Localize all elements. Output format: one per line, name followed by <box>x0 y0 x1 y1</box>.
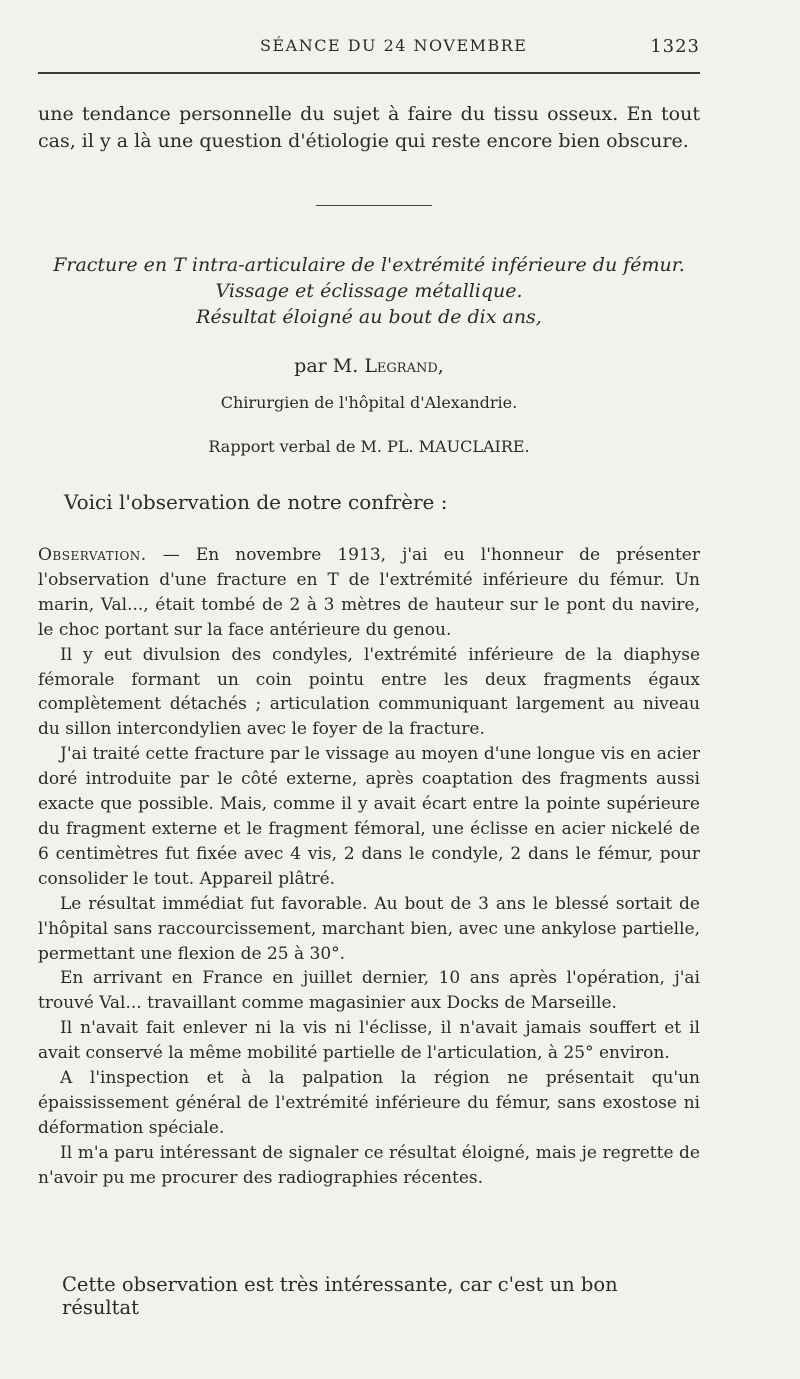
section-divider <box>316 205 432 206</box>
observation-paragraph: A l'inspection et à la palpation la région ne présentait qu'un épaississement général de l'extrémité inférieure du fémur, sans exostose ni déformation spéciale. <box>38 1068 700 1138</box>
running-head <box>38 36 700 60</box>
observation-paragraph: Il y eut divulsion des condyles, l'extrémité inférieure de la diaphyse fémorale formant un coin pointu entre les deux fragments égaux complètement détachés ; articulation communiquant largement au niveau du sillon intercondylien avec le foyer de la fracture. <box>38 644 700 740</box>
continuation-paragraph: une tendance personnelle du sujet à faire du tissu osseux. En tout cas, il y a là une question d'étiologie qui reste encore bien obscure. <box>38 103 700 152</box>
observation-paragraph: J'ai traité cette fracture par le vissage au moyen d'une longue vis en acier doré introduite par le côté externe, après coaptation des fragments aussi exacte que possible. Mais, comme il y avait écart entre la pointe supérieure du fragment externe et le fragment fémoral, une éclisse en acier nickelé de 6 centimètres fut fixée avec 4 vis, 2 dans le condyle, 2 dans le fémur, pour consolider le tout. Appareil plâtré. <box>38 744 700 889</box>
author-name: Legrand, <box>364 355 444 377</box>
observation-paragraph: En arrivant en France en juillet dernier, 10 ans après l'opération, j'ai trouvé Val... travaillant comme magasinier aux Docks de Marseille. <box>38 968 700 1014</box>
author-prefix: par M. <box>294 355 359 377</box>
article-title <box>38 252 700 330</box>
observation-paragraph <box>38 543 700 643</box>
title-line: Fracture en T intra-articulaire de l'extrémité inférieure du fémur. <box>53 254 685 276</box>
header-rule <box>38 72 700 74</box>
author-line <box>38 355 700 377</box>
observation-lead: Observation. <box>38 545 147 565</box>
page <box>38 0 700 1379</box>
running-title: SÉANCE DU 24 NOVEMBRE <box>260 36 528 55</box>
closing-line: Cette observation est très intéressante, car c'est un bon résultat <box>62 1273 618 1319</box>
observation-text: — En novembre 1913, j'ai eu l'honneur de présenter l'observation d'une fracture en T de l'extrémité inférieure du fémur. Un marin, Val..., était tombé de 2 à 3 mètres de hauteur sur le pont du navire, le choc portant sur la face antérieure du genou. <box>38 545 700 640</box>
title-line: Vissage et éclissage métallique. <box>215 280 523 302</box>
observation-paragraph: Le résultat immédiat fut favorable. Au bout de 3 ans le blessé sortait de l'hôpital sans raccourcissement, marchant bien, avec une ankylose partielle, permettant une flexion de 25 à 30°. <box>38 893 700 964</box>
author-affiliation: Chirurgien de l'hôpital d'Alexandrie. <box>220 393 518 412</box>
observation-paragraph: Il m'a paru intéressant de signaler ce résultat éloigné, mais je regrette de n'avoir pu me procurer des radiographies récentes. <box>38 1142 700 1188</box>
observation-body <box>38 543 700 1191</box>
report-line: Rapport verbal de M. PL. MAUCLAIRE. <box>208 437 530 456</box>
observation-paragraph: Il n'avait fait enlever ni la vis ni l'éclisse, il n'avait jamais souffert et il avait conservé la même mobilité partielle de l'articulation, à 25° environ. <box>38 1018 700 1064</box>
page-number: 1323 <box>650 36 700 57</box>
intro-line: Voici l'observation de notre confrère : <box>64 490 448 514</box>
title-line: Résultat éloigné au bout de dix ans, <box>196 306 542 328</box>
